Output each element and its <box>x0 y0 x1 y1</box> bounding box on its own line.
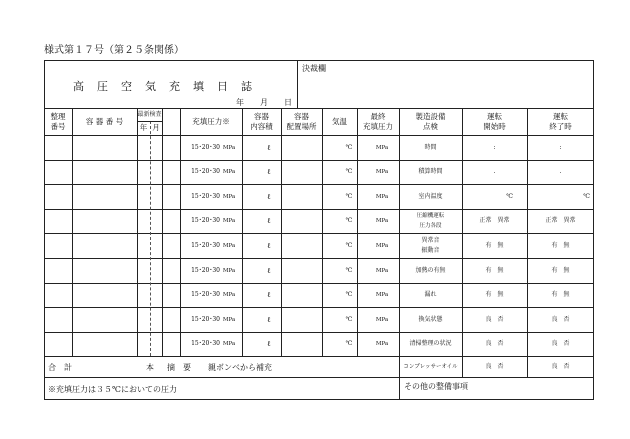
fill-pressure-options: 15･20･30 <box>191 217 220 224</box>
final-pressure-unit: MPa <box>375 144 389 151</box>
fill-pressure-options: 15･20･30 <box>191 143 220 151</box>
fill-pressure-unit: MPa <box>222 169 236 175</box>
header-temperature: 気温 <box>332 116 347 126</box>
check-item: 換気状態 <box>418 315 443 323</box>
check-item: 圧縮機運転 圧力各段 <box>416 213 445 229</box>
final-pressure-unit: MPa <box>375 193 389 200</box>
check-end-value: . <box>559 168 562 175</box>
other-maintenance-label: その他の整備事項 <box>404 382 468 391</box>
fill-pressure-unit: MPa <box>222 242 236 249</box>
check-item: 清掃整理の状況 <box>409 340 452 347</box>
approval-divider <box>297 60 298 108</box>
temperature-unit: ℃ <box>345 143 353 151</box>
header-end-time: 運転 終了時 <box>549 111 572 131</box>
pressure-note: ※充填圧力は３５℃においての圧力 <box>48 385 177 394</box>
fill-pressure-options: 15･20･30 <box>191 291 220 298</box>
capacity-unit: ℓ <box>267 142 271 152</box>
page-title: 高 圧 空 気 充 填 日 誌 <box>73 80 253 93</box>
check-start-value: 有 無 <box>485 291 504 298</box>
capacity-unit: ℓ <box>267 314 271 324</box>
total-bottom-rule <box>44 377 399 378</box>
fill-pressure-options: 15･20･30 <box>191 340 220 347</box>
final-pressure-unit: MPa <box>375 169 389 175</box>
final-pressure-unit: MPa <box>375 341 389 347</box>
header-last-inspection: 最新検査 <box>137 110 162 118</box>
fill-pressure-unit: MPa <box>222 144 236 151</box>
capacity-unit: ℓ <box>267 167 271 176</box>
check-start-value: 良 否 <box>485 340 504 347</box>
check-end-value: 正常 異常 <box>545 217 576 224</box>
fill-pressure-unit: MPa <box>222 267 236 274</box>
temperature-unit: ℃ <box>345 266 353 274</box>
temperature-unit: ℃ <box>345 192 353 200</box>
check-item: 異常音 振動音 <box>421 236 440 254</box>
check-start-value: : <box>493 143 496 151</box>
approval-label: 決裁欄 <box>302 64 326 73</box>
final-pressure-unit: MPa <box>375 218 389 224</box>
header-fill-pressure: 充填圧力※ <box>192 116 230 126</box>
check-item: 時間 <box>424 143 437 151</box>
capacity-unit: ℓ <box>267 240 271 250</box>
final-pressure-unit: MPa <box>375 292 389 298</box>
oil-bottom-rule <box>399 377 594 378</box>
summary-text: 親ボンベから補充 <box>208 363 272 372</box>
form-number: 様式第１７号（第２５条関係） <box>44 45 184 56</box>
column-rule <box>162 108 163 356</box>
check-start-value: ℃ <box>506 192 513 200</box>
header-start-time: 運転 開始時 <box>483 111 506 131</box>
check-start-value: 有 無 <box>485 241 504 249</box>
check-end-value: ℃ <box>583 192 590 200</box>
column-rule <box>72 108 73 356</box>
total-unit: 本 <box>146 363 154 372</box>
fill-pressure-unit: MPa <box>222 316 236 323</box>
header-inspection-month: 月 <box>152 123 160 132</box>
inspection-split <box>150 121 151 356</box>
fill-pressure-options: 15･20･30 <box>191 168 220 175</box>
temperature-unit: ℃ <box>345 315 353 323</box>
temperature-unit: ℃ <box>345 340 353 347</box>
capacity-unit: ℓ <box>267 265 271 275</box>
fill-pressure-unit: MPa <box>222 292 236 298</box>
header-seiri: 整理 番号 <box>50 111 66 131</box>
check-item: 積算時間 <box>418 168 443 175</box>
fill-pressure-unit: MPa <box>222 341 236 347</box>
column-rule <box>242 108 243 356</box>
capacity-unit: ℓ <box>267 191 271 201</box>
capacity-unit: ℓ <box>267 290 271 299</box>
temperature-unit: ℃ <box>345 168 353 175</box>
check-item: コンプレッサーオイル <box>403 363 458 370</box>
header-capacity: 容器 内容積 <box>250 111 273 131</box>
check-start-value: 有 無 <box>485 266 504 274</box>
header-location: 容器 配置場所 <box>286 111 317 131</box>
check-item: 室内温度 <box>418 192 443 200</box>
check-end-value: 有 無 <box>551 241 570 249</box>
final-pressure-unit: MPa <box>375 242 389 249</box>
column-rule <box>357 108 358 356</box>
header-container-no: 容 器 番 号 <box>85 116 124 126</box>
check-end-value: 良 否 <box>551 340 570 347</box>
check-end-value: 有 無 <box>551 266 570 274</box>
temperature-unit: ℃ <box>345 241 353 249</box>
fill-pressure-unit: MPa <box>222 193 236 200</box>
check-item: 漏れ <box>424 291 437 298</box>
total-label: 合 計 <box>48 363 72 372</box>
fill-pressure-options: 15･20･30 <box>191 192 220 200</box>
fill-pressure-options: 15･20･30 <box>191 241 220 249</box>
header-final-pressure: 最終 充填圧力 <box>363 111 393 131</box>
fill-pressure-options: 15･20･30 <box>191 266 220 274</box>
check-end-value: 有 無 <box>551 291 570 298</box>
fill-pressure-unit: MPa <box>222 218 236 224</box>
temperature-unit: ℃ <box>345 217 353 224</box>
date-month: 月 <box>260 98 268 107</box>
header-equipment-check: 製造設備 点検 <box>415 111 446 131</box>
check-start-value: . <box>493 168 496 175</box>
check-item: 加熱の有無 <box>415 266 446 274</box>
column-rule <box>322 108 323 356</box>
check-start-value: 良 否 <box>485 315 504 323</box>
fill-pressure-options: 15･20･30 <box>191 315 220 323</box>
column-rule <box>137 108 138 356</box>
capacity-unit: ℓ <box>267 216 271 225</box>
final-pressure-unit: MPa <box>375 316 389 323</box>
summary-label: 摘 要 <box>167 363 191 372</box>
final-pressure-unit: MPa <box>375 267 389 274</box>
column-rule <box>281 108 282 356</box>
check-end-value: : <box>559 143 562 151</box>
date-year: 年 <box>236 98 244 107</box>
temperature-unit: ℃ <box>345 291 353 298</box>
check-end-value: 良 否 <box>551 315 570 323</box>
check-start-value: 正常 異常 <box>479 217 510 224</box>
check-start-value: 良 否 <box>485 362 504 370</box>
header-inspection-year: 年 <box>139 123 148 132</box>
date-day: 日 <box>284 98 292 107</box>
capacity-unit: ℓ <box>267 339 271 348</box>
check-end-value: 良 否 <box>551 362 570 370</box>
